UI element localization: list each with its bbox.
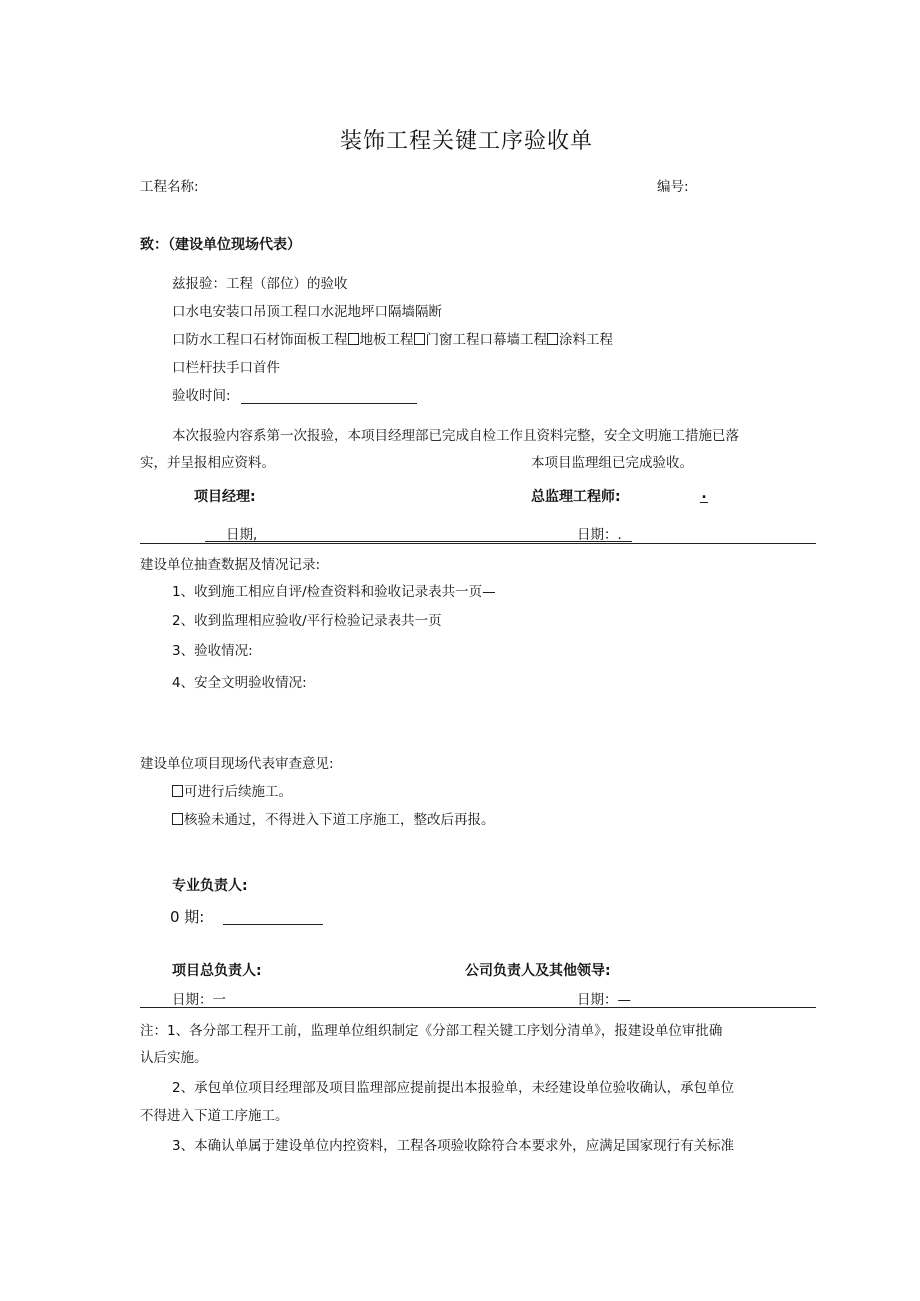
review-option-text: 可进行后续施工。 — [184, 784, 292, 800]
statement-line-1: 本次报验内容系第一次报验，本项目经理部已完成自检工作且资料完整，安全文明施工措施已落 — [172, 428, 739, 444]
note-3-line-1: 3、本确认单属于建设单位内控资料，工程各项验收除符合本要求外，应满足国家现行有关标准 — [172, 1138, 735, 1154]
acceptance-time-row — [172, 384, 417, 404]
page-title: 装饰工程关键工序验收单 — [340, 129, 594, 154]
record-item-1: 1、收到施工相应自评/检查资料和验收记录表共一页— — [172, 584, 496, 600]
review-option-continue[interactable] — [172, 780, 292, 800]
work-item-text: 口防水工程口石材饰面板工程 — [172, 332, 348, 348]
supervisor-done-text: 本项目监理组已完成验收。 — [531, 455, 693, 471]
chief-supervisor-signature[interactable]: . — [701, 486, 707, 502]
number-label: 编号: — [657, 179, 689, 195]
report-line: 兹报验：工程（部位）的验收 — [172, 276, 348, 292]
work-item-text: 门窗工程口幕墙工程 — [425, 332, 547, 348]
checkbox[interactable] — [172, 813, 183, 825]
company-lead-label: 公司负责人及其他领导: — [465, 963, 611, 979]
work-item-text: 地板工程 — [359, 332, 414, 348]
general-lead-label: 项目总负责人: — [172, 963, 262, 979]
section-divider — [140, 1007, 816, 1008]
acceptance-time-blank[interactable] — [241, 389, 417, 404]
note-1-line-2: 认后实施。 — [140, 1050, 208, 1066]
acceptance-time-label: 验收时间: — [172, 388, 231, 404]
signature-underline — [205, 541, 632, 542]
statement-line-2: 实，并呈报相应资料。 — [140, 455, 275, 471]
note-2-line-2: 不得进入下道工序施工。 — [140, 1108, 289, 1124]
record-item-4: 4、安全文明验收情况: — [172, 675, 307, 691]
work-items-row-1: 口水电安装口吊顶工程口水泥地坪口隔墙隔断 — [172, 304, 442, 320]
section-divider — [140, 543, 816, 544]
chief-supervisor-label: 总监理工程师: — [531, 489, 621, 505]
checkbox[interactable] — [348, 333, 359, 345]
specialist-label: 专业负责人: — [172, 878, 248, 894]
checkbox[interactable] — [172, 785, 183, 797]
checkbox[interactable] — [547, 333, 558, 345]
work-items-row-2 — [172, 328, 613, 348]
note-1-line-1: 注：1、各分部工程开工前，监理单位组织制定《分部工程关键工序划分清单》，报建设单位审批确 — [140, 1023, 723, 1039]
specialist-date-label: 0 期: — [170, 908, 205, 926]
checkbox[interactable] — [414, 333, 425, 345]
review-option-text: 核验未通过，不得进入下道工序施工，整改后再报。 — [184, 812, 495, 828]
work-items-row-3: 口栏杆扶手口首件 — [172, 360, 280, 376]
record-item-3: 3、验收情况: — [172, 643, 253, 659]
date-right-bottom: 日期：— — [577, 992, 631, 1008]
record-item-2: 2、收到监理相应验收/平行检验记录表共一页 — [172, 613, 442, 629]
work-item-text: 涂料工程 — [559, 332, 613, 348]
project-name-label: 工程名称: — [140, 179, 199, 195]
review-heading: 建设单位项目现场代表审查意见: — [140, 756, 334, 772]
records-heading: 建设单位抽查数据及情况记录: — [140, 557, 321, 573]
date-left-top: 日期, — [226, 527, 258, 543]
addressee-line: 致：（建设单位现场代表） — [140, 237, 301, 253]
date-right-top: 日期：. — [577, 527, 622, 543]
specialist-date-row — [170, 906, 323, 927]
note-2-line-1: 2、承包单位项目经理部及项目监理部应提前提出本报验单，未经建设单位验收确认，承包单位 — [172, 1080, 735, 1096]
specialist-date-blank[interactable] — [223, 910, 323, 925]
review-option-reject[interactable] — [172, 808, 495, 828]
pm-label: 项目经理: — [194, 489, 256, 505]
date-left-bottom: 日期：一 — [172, 992, 226, 1008]
